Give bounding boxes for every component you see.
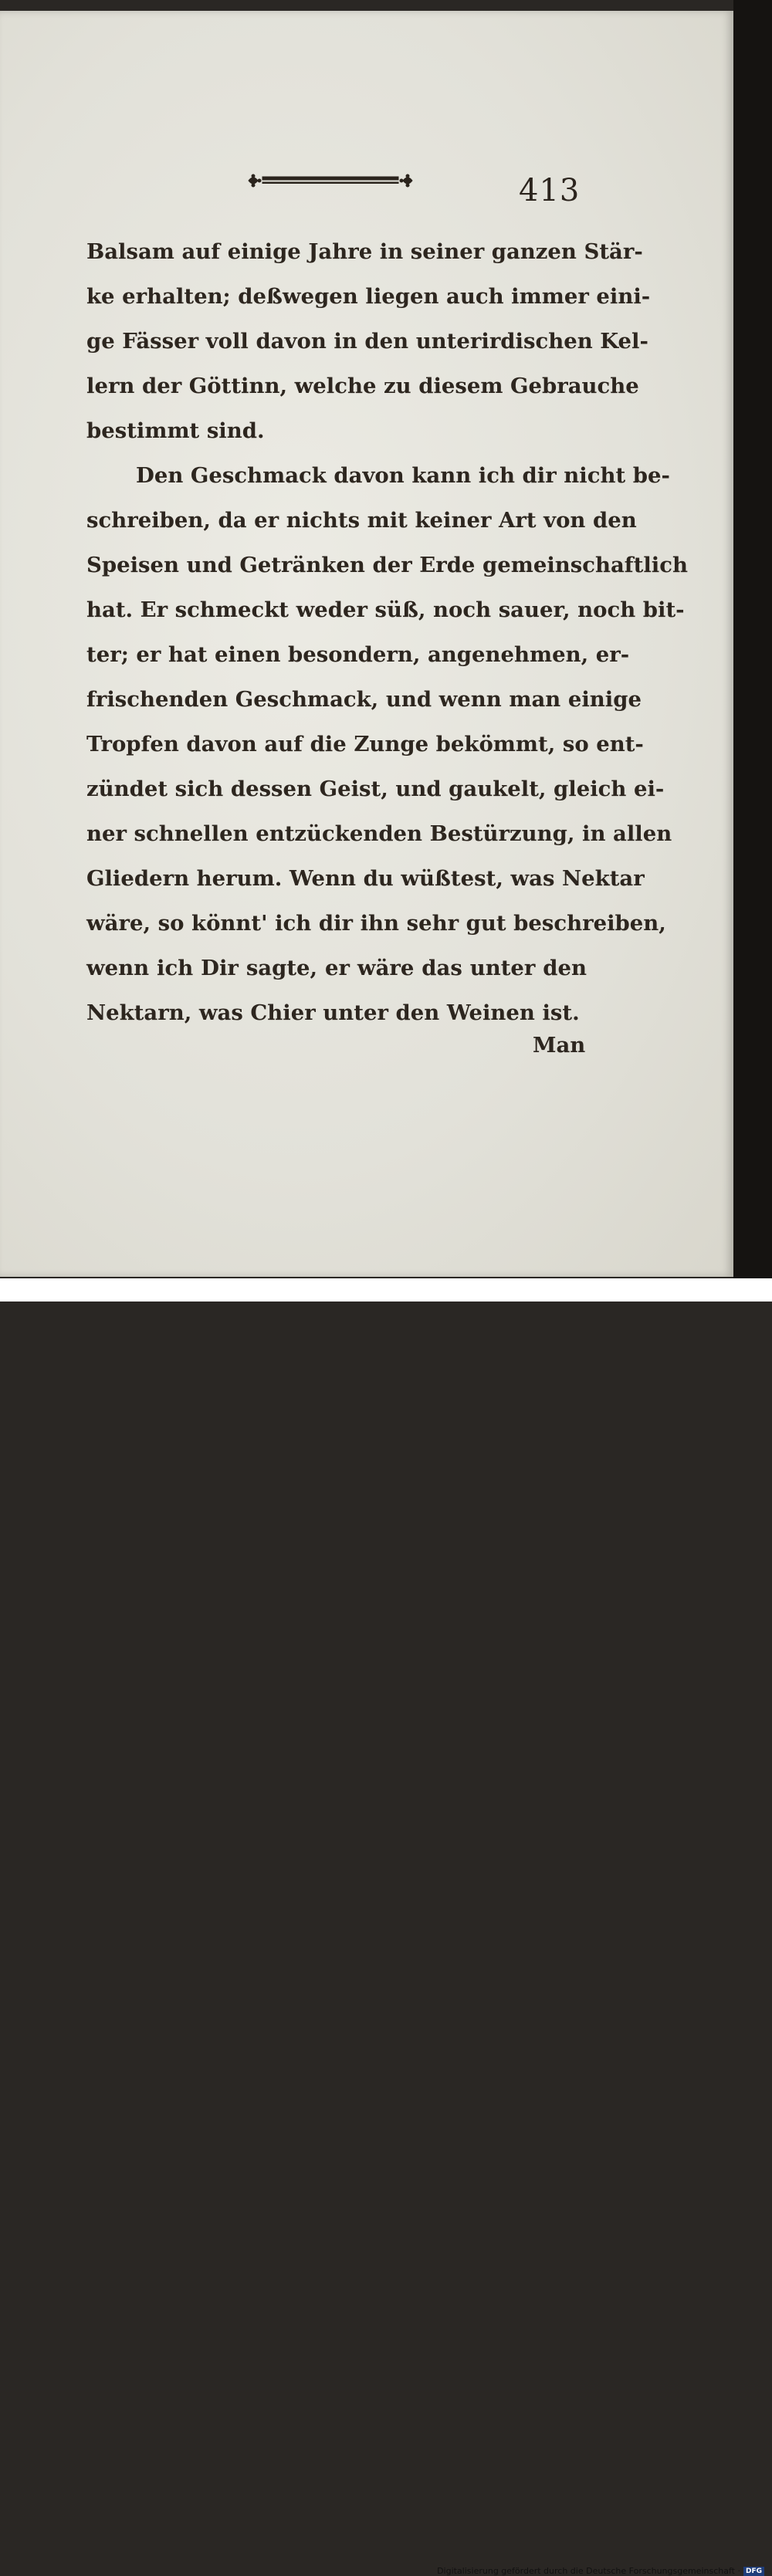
text-line: ter; er hat einen besondern, angenehmen, er- [86,642,630,667]
text-line: zündet sich dessen Geist, und gaukelt, gleich ei- [86,777,665,801]
footer-bar [0,1278,772,2576]
text-line: hat. Er schmeckt weder süß, noch sauer, noch bit- [86,597,685,622]
body-text [86,229,688,1035]
text-line: ge Fässer voll davon in den unterirdischen Kel- [86,329,648,354]
text-line: schreiben, da er nichts mit keiner Art von den [86,508,637,533]
text-line: frischenden Geschmack, und wenn man einige [86,687,642,712]
text-line: lern der Göttinn, welche zu diesem Gebrauche [86,374,639,398]
book-page [0,11,733,1277]
decorative-rule-ornament-icon [245,165,415,196]
page-number: 413 [519,173,581,208]
text-line: Den Geschmack davon kann ich dir nicht be- [136,463,670,488]
scan-background-edge [733,0,772,1302]
text-line: wenn ich Dir sagte, er wäre das unter den [86,956,587,980]
text-line: bestimmt sind. [86,418,265,443]
text-line: Gliedern herum. Wenn du wüßtest, was Nektar [86,866,645,891]
digitization-credit [437,2566,764,2576]
catchword: Man [533,1033,586,1058]
text-line: ke erhalten; deßwegen liegen auch immer eini- [86,284,651,309]
text-line: Tropfen davon auf die Zunge bekömmt, so ent- [86,732,644,757]
text-line: wäre, so könnt' ich dir ihn sehr gut beschreiben, [86,911,666,936]
text-line: Speisen und Getränken der Erde gemeinschaftlich [86,553,688,577]
text-line: Balsam auf einige Jahre in seiner ganzen Stär- [86,239,643,264]
credit-text: Digitalisierung gefördert durch die Deutsche Forschungsgemeinschaft · [437,2566,740,2576]
text-line: Nektarn, was Chier unter den Weinen ist. [86,1000,580,1025]
dfg-logo: DFG [743,2567,764,2576]
text-line: ner schnellen entzückenden Bestürzung, in allen [86,821,672,846]
